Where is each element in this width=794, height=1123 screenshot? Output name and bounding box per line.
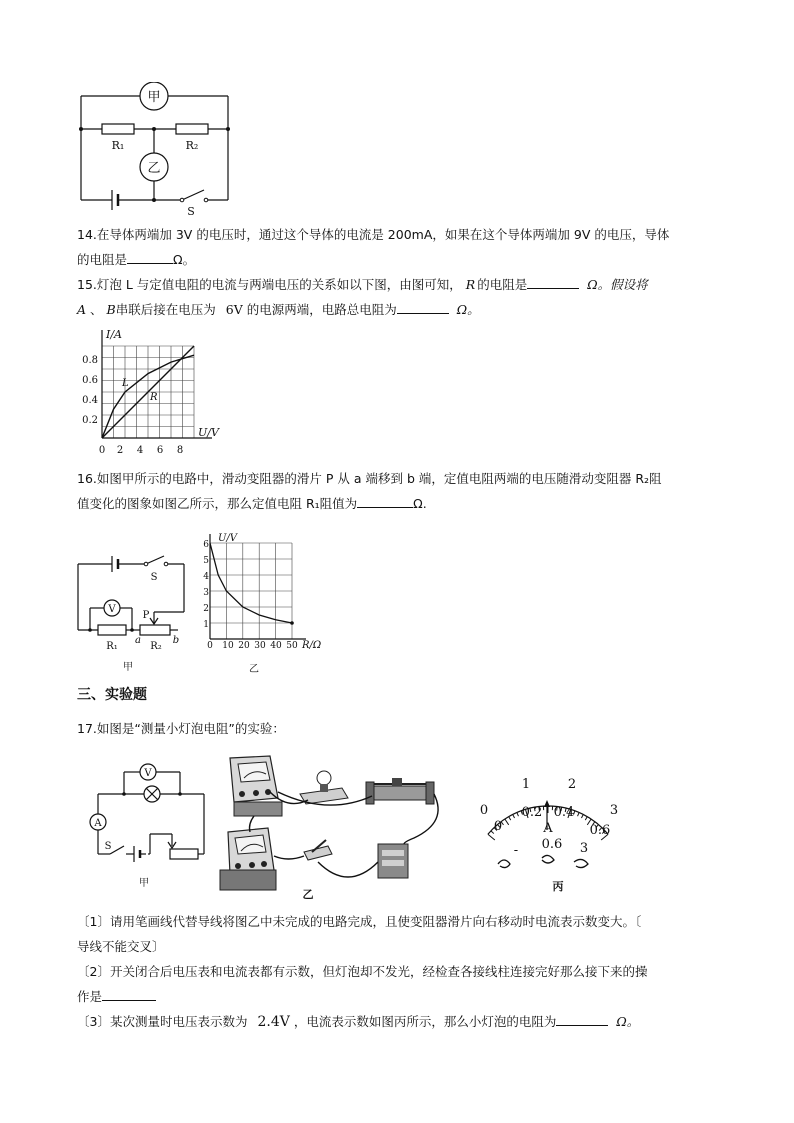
chart16-ytick: 1 (203, 620, 209, 630)
fig17-schematic (84, 762, 212, 892)
q14-text: 的电阻是 (77, 252, 128, 267)
q16-answer-blank[interactable] (357, 493, 413, 508)
q15-answer-blank-1[interactable] (527, 274, 579, 289)
fig17-switch-label: S (104, 841, 112, 852)
q16-line1: 16.如图甲所示的电路中，滑动变阻器的滑片 P 从 a 端移到 b 端，定值电阻两端的电压随滑动变阻器 R₂阻 (77, 471, 662, 486)
fig16-caption-yi: 乙 (249, 664, 259, 675)
question-14 (77, 222, 727, 272)
dial-top-2: 2 (567, 777, 577, 792)
question-16 (77, 466, 727, 516)
chart16-series-curve (210, 543, 292, 623)
fig17-caption-bing: 丙 (552, 880, 564, 893)
dial-unit: A (543, 821, 553, 836)
q15-var-a: A (77, 302, 87, 317)
q17-part2-line1: 〔2〕开关闭合后电压表和电流表都有示数，但灯泡却不发光，经检查各接线柱连接完好那么接下来的操 (77, 964, 648, 979)
q15-answer-blank-2[interactable] (397, 299, 449, 314)
battery-device (378, 844, 408, 878)
chart16-ytick: 3 (203, 588, 209, 598)
fig17-caption-jia: 甲 (139, 878, 149, 889)
q17-part3 (77, 1009, 727, 1035)
dial-terminal-3: 3 (579, 841, 589, 856)
q17-part3-unit: Ω。 (616, 1014, 640, 1029)
dial-bottom-0: 0 (493, 819, 503, 834)
q16-text: 值变化的图象如图乙所示，那么定值电阻 R₁阻值为 (77, 496, 358, 511)
r2-label: R₂ (185, 139, 199, 152)
q16-line2 (77, 491, 727, 516)
fig16-r1-label: R₁ (106, 641, 118, 652)
dial-top-0: 0 (479, 803, 489, 818)
chart15-xtick: 4 (136, 445, 144, 454)
voltmeter-device (230, 756, 282, 816)
dial-top-3: 3 (609, 803, 619, 818)
section-3-heading: 三、实验题 (77, 687, 147, 703)
q17-part1-line1: 〔1〕请用笔画线代替导线将图乙中未完成的电路完成，且使变阻器滑片向右移动时电流表示数变大。〔 (77, 914, 642, 929)
chart15-label-l: L (122, 378, 129, 389)
dial-bottom-1: 0.2 (521, 805, 543, 820)
q15-var-r: R (465, 277, 476, 292)
chart15-xtick: 2 (116, 445, 124, 454)
fig17-caption-yi: 乙 (302, 888, 314, 900)
dial-tick (505, 819, 509, 825)
q16-unit: Ω. (413, 496, 427, 511)
chart16-xtick: 20 (238, 641, 250, 651)
fig16-r2-label: R₂ (150, 641, 162, 652)
q17-part3-text-a: 〔3〕某次测量时电压表示数为 (77, 1014, 248, 1029)
q17-part3-text-c: ，电流表示数如图丙所示，那么小灯泡的电阻为 (293, 1014, 557, 1029)
chart15-ytick: 0.2 (82, 415, 98, 426)
fig17-ammeter-dial (476, 772, 626, 894)
chart15-xlabel: U/V (198, 426, 219, 439)
chart15-xtick: 0 (98, 445, 106, 454)
q14-unit: Ω。 (173, 252, 196, 267)
dial-tick (509, 817, 511, 820)
fig16-end-a: a (135, 635, 141, 646)
q15-text-c: Ω。假设将 (587, 277, 648, 292)
fig17-voltmeter-label: V (144, 768, 152, 779)
rheostat-device (366, 778, 434, 804)
ur-graph-chart (198, 530, 328, 678)
fig16-voltmeter-label: V (108, 604, 116, 615)
top-circuit-diagram (78, 82, 238, 217)
chart16-xtick: 40 (270, 641, 282, 651)
q14-line2 (77, 247, 727, 272)
chart16-ytick: 2 (203, 604, 209, 614)
dial-tick (585, 817, 587, 820)
q17-part1-line2: 导线不能交叉〕 (77, 939, 165, 954)
meter-yi-label: 乙 (147, 161, 161, 176)
q17-part2-line2 (77, 984, 727, 1009)
chart16-ylabel: U/V (218, 533, 238, 544)
q15-text-d: 串联后接在电压为 (115, 302, 216, 317)
chart16-xtick: 50 (286, 641, 298, 651)
q15-text-b: 的电阻是 (477, 277, 528, 292)
chart15-label-r: R (150, 392, 158, 403)
q17-part3-answer-blank[interactable] (556, 1011, 608, 1026)
fig16-slider-label: P (142, 610, 150, 621)
q17-part2-answer-blank[interactable] (102, 986, 156, 1001)
chart16-endpoint (290, 621, 294, 625)
question-17-title: 17.如图是“测量小灯泡电阻”的实验： (77, 721, 285, 736)
q14-answer-blank[interactable] (127, 249, 173, 264)
q15-text-a: 15.灯泡 L 与定值电阻的电流与两端电压的关系如以下图，由图可知， (77, 277, 462, 292)
question-15 (77, 272, 727, 322)
chart16-ytick: 4 (203, 572, 209, 582)
q15-line1 (77, 272, 727, 297)
chart16-xtick: 30 (254, 641, 266, 651)
dial-terminal-minus: - (513, 843, 519, 858)
dial-tick (578, 812, 580, 816)
chart15-ytick: 0.6 (82, 375, 98, 386)
dial-top-1: 1 (521, 777, 531, 792)
chart16-series (210, 543, 294, 625)
q17-part2-text: 作是 (77, 989, 103, 1004)
dial-bottom-2: 0.4 (553, 805, 575, 820)
q15-text-f: 的电源两端，电路总电阻为 (246, 302, 397, 317)
fig16-end-b: b (172, 635, 180, 646)
chart15-ytick: 0.8 (82, 355, 98, 366)
q15-voltage: 6V (225, 302, 243, 317)
dial-tick (517, 812, 519, 816)
iu-graph-chart (76, 326, 226, 454)
fig16-switch-label: S (150, 572, 158, 583)
q17-part3-voltage: 2.4V (257, 1014, 290, 1030)
chart16-xtick: 10 (222, 641, 234, 651)
q15-unit: Ω。 (456, 302, 480, 317)
meter-jia-label: 甲 (147, 90, 161, 105)
bulb-device (300, 771, 348, 804)
chart16-xlabel: R/Ω (302, 640, 322, 651)
chart15-ylabel: I/A (106, 328, 122, 341)
fig16-circuit (74, 550, 194, 675)
switch-label: S (187, 205, 195, 217)
r1-label: R₁ (111, 139, 125, 152)
dial-bottom-3: 0.6 (589, 823, 611, 838)
q15-comma: 、 (90, 302, 103, 317)
chart15-ytick: 0.4 (82, 395, 98, 406)
chart15-xtick: 8 (176, 445, 184, 454)
switch-device (304, 840, 332, 860)
dial-tick (488, 834, 495, 840)
fig16-caption-jia: 甲 (123, 662, 133, 673)
dial-tick (513, 814, 515, 818)
chart16-ytick: 6 (203, 540, 209, 550)
q15-line2 (77, 297, 727, 322)
fig17-equipment-photo (208, 752, 456, 900)
chart16-ytick: 5 (203, 556, 209, 566)
q14-line1: 14.在导体两端加 3V 的电压时，通过这个导体的电流是 200mA，如果在这个导体两端加 9V 的电压，导体 (77, 227, 670, 242)
question-17-parts (77, 909, 727, 1035)
chart15-xtick: 6 (156, 445, 164, 454)
fig17-ammeter-label: A (94, 818, 102, 829)
chart16-xtick: 0 (207, 641, 213, 651)
dial-terminal-06: 0.6 (541, 837, 563, 852)
dial-tick (581, 814, 583, 818)
dial-needle-tip (544, 800, 550, 807)
q15-var-b: B (106, 302, 116, 317)
ammeter-device (220, 828, 276, 890)
